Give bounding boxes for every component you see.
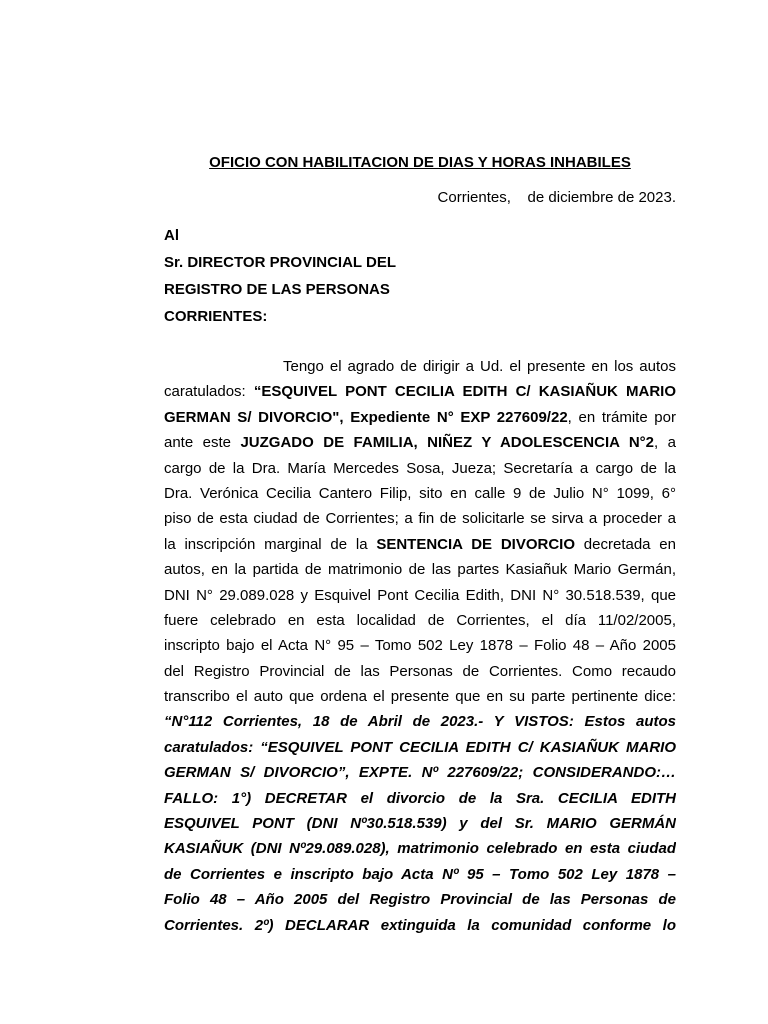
body-line (164, 786, 676, 811)
body-line (164, 862, 676, 887)
body-text: cargo de la Dra. María Mercedes Sosa, Jueza; Secretaría a cargo de la (164, 459, 676, 477)
body-line (164, 633, 676, 658)
addressee-line: Al (164, 227, 179, 244)
body-paragraph (164, 354, 676, 938)
quoted-text: FALLO: 1°) DECRETAR el divorcio de la Sra. CECILIA EDITH (164, 789, 676, 807)
body-text: caratulados: (164, 383, 254, 401)
body-line (164, 405, 676, 430)
body-line (164, 608, 676, 633)
body-text: transcribo el auto que ordena el presente que en su parte pertinente dice: (164, 688, 676, 706)
body-line (164, 760, 676, 785)
body-text: la inscripción marginal de la (164, 535, 377, 553)
body-text: , a (654, 434, 676, 452)
body-line (164, 379, 676, 404)
body-text: fuere celebrado en esta localidad de Corrientes, el día 11/02/2005, (164, 611, 676, 629)
body-line (164, 659, 676, 684)
body-line (164, 709, 676, 734)
body-line (164, 887, 676, 912)
body-text: autos, en la partida de matrimonio de las partes Kasiañuk Mario Germán, (164, 561, 676, 579)
dateline: Corrientes, de diciembre de 2023. (437, 189, 676, 206)
body-text: Dra. Verónica Cecilia Cantero Filip, sito en calle 9 de Julio N° 1099, 6° (164, 484, 676, 502)
quoted-text: Folio 48 – Año 2005 del Registro Provincial de las Personas de (164, 891, 676, 909)
body-line (164, 735, 676, 760)
body-text: piso de esta ciudad de Corrientes; a fin de solicitarle se sirva a proceder a (164, 510, 676, 528)
addressee-line: Sr. DIRECTOR PROVINCIAL DEL (164, 254, 396, 271)
body-text: inscripto bajo el Acta N° 95 – Tomo 502 Ley 1878 – Folio 48 – Año 2005 (164, 637, 676, 655)
addressee-block (164, 222, 676, 330)
body-line (164, 684, 676, 709)
body-line (164, 913, 676, 938)
quoted-text: Corrientes. 2º) DECLARAR extinguida la comunidad conforme lo (164, 916, 676, 934)
body-line (164, 811, 676, 836)
quoted-text: ESQUIVEL PONT (DNI Nº30.518.539) y del Sr. MARIO GERMÁN (164, 815, 676, 833)
body-line (164, 506, 676, 531)
body-line (164, 456, 676, 481)
body-text: ante este (164, 434, 241, 452)
quoted-text: GERMAN S/ DIVORCIO”, EXPTE. Nº 227609/22; CONSIDERANDO:… (164, 764, 676, 782)
quoted-text: de Corrientes e inscripto bajo Acta Nº 95 – Tomo 502 Ley 1878 – (164, 865, 676, 883)
body-text: , en trámite por (567, 408, 676, 426)
bold-text: GERMAN S/ DIVORCIO", Expediente N° EXP 227609/22 (164, 408, 568, 426)
quoted-text: KASIAÑUK (DNI Nº29.089.028), matrimonio celebrado en esta ciudad (164, 840, 676, 858)
body-text: del Registro Provincial de las Personas de Corrientes. Como recaudo (164, 662, 676, 680)
body-line (164, 557, 676, 582)
body-line (164, 583, 676, 608)
body-line (164, 836, 676, 861)
body-text: DNI N° 29.089.028 y Esquivel Pont Cecilia Edith, DNI N° 30.518.539, que (164, 586, 676, 604)
body-line (164, 354, 676, 379)
bold-text: “ESQUIVEL PONT CECILIA EDITH C/ KASIAÑUK MARIO (253, 383, 676, 401)
body-line (164, 532, 676, 557)
body-line (164, 481, 676, 506)
document-title: OFICIO CON HABILITACION DE DIAS Y HORAS INHABILES (209, 154, 631, 171)
body-text: decretada en (575, 535, 676, 553)
addressee-line: CORRIENTES: (164, 308, 268, 325)
quoted-text: caratulados: “ESQUIVEL PONT CECILIA EDITH C/ KASIAÑUK MARIO (164, 738, 676, 756)
addressee-line: REGISTRO DE LAS PERSONAS (164, 281, 390, 298)
body-line (164, 430, 676, 455)
bold-text: SENTENCIA DE DIVORCIO (376, 535, 576, 553)
quoted-text: “N°112 Corrientes, 18 de Abril de 2023.- Y VISTOS: Estos autos (164, 713, 676, 731)
bold-text: JUZGADO DE FAMILIA, NIÑEZ Y ADOLESCENCIA N°2 (240, 434, 655, 452)
body-text: Tengo el agrado de dirigir a Ud. el presente en los autos (283, 358, 676, 375)
